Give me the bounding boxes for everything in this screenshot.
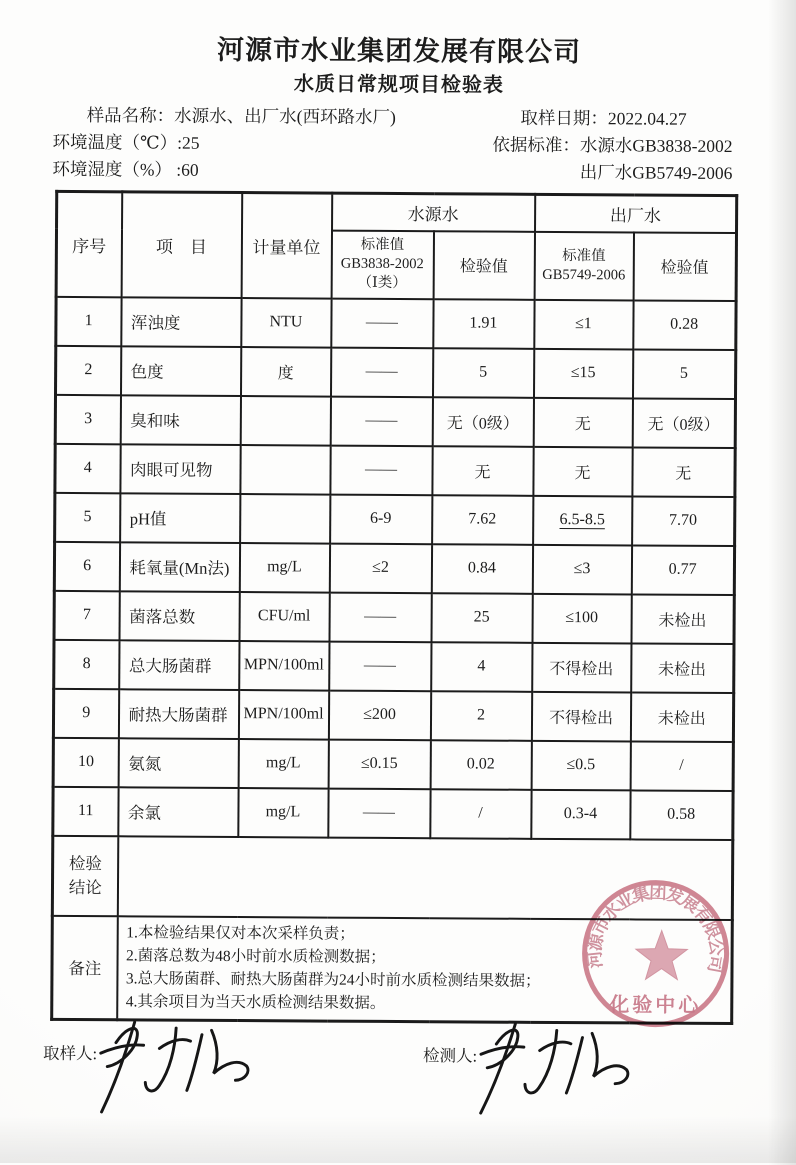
cell-factory-standard: 无	[533, 446, 632, 496]
cell-item: 菌落总数	[119, 591, 239, 641]
cell-factory-value: 无（0级）	[632, 398, 735, 448]
cell-factory-value: /	[630, 741, 733, 791]
table-row	[56, 345, 736, 398]
cell-no: 4	[55, 443, 120, 492]
cell-source-standard: ——	[331, 347, 433, 397]
cell-source-value: 无	[432, 446, 533, 496]
cell-factory-standard: ≤0.5	[531, 740, 630, 790]
cell-item: 浑浊度	[121, 297, 241, 347]
cell-item: 耗氧量(Mn法)	[119, 542, 239, 592]
cell-item: 臭和味	[120, 395, 240, 445]
cell-source-value: 0.84	[431, 544, 532, 594]
cell-factory-standard: ≤1	[534, 299, 633, 349]
cell-item: 肉眼可见物	[120, 444, 240, 494]
col-header-item: 项 目	[121, 192, 242, 298]
tester-label: 检测人:	[422, 1046, 478, 1066]
cell-no: 10	[53, 737, 118, 786]
inspection-table	[50, 190, 738, 1025]
cell-no: 1	[56, 296, 121, 345]
signature-row	[42, 1036, 743, 1066]
cell-item: 氨氮	[118, 738, 238, 788]
col-header-source-value: 检验值	[433, 231, 534, 300]
cell-no: 7	[54, 590, 119, 639]
cell-source-standard: ≤2	[329, 543, 431, 593]
table-row	[53, 688, 733, 741]
sampler-label: 取样人:	[42, 1043, 98, 1064]
cell-factory-standard: ≤15	[533, 348, 632, 398]
col-group-source-water: 水源水	[332, 193, 535, 231]
cell-source-value: 5	[432, 348, 533, 398]
col-header-factory-standard: 标准值 GB5749-2006	[534, 231, 633, 300]
cell-source-value: 1.91	[433, 299, 534, 349]
table-row	[54, 541, 734, 594]
table-row	[55, 492, 735, 545]
col-header-unit: 计量单位	[241, 193, 332, 299]
cell-no: 8	[54, 639, 119, 688]
cell-unit	[240, 494, 330, 544]
cell-source-standard: ——	[331, 298, 433, 348]
table-row	[53, 737, 733, 790]
cell-factory-standard: 无	[533, 397, 632, 447]
cell-factory-value: 0.58	[630, 790, 733, 840]
cell-unit: CFU/ml	[239, 592, 329, 642]
cell-source-value: 7.62	[432, 495, 533, 545]
cell-source-standard: ——	[328, 788, 430, 838]
remark-line: 2.菌落总数为48小时前水质检测数据；	[126, 947, 386, 967]
cell-source-standard: ≤200	[328, 690, 430, 740]
cell-item: 色度	[121, 346, 241, 396]
cell-factory-standard: 不得检出	[531, 691, 630, 741]
cell-factory-value: 7.70	[632, 496, 735, 546]
basis-standard-factory: 出厂水GB5749-2006	[579, 162, 733, 184]
cell-unit	[240, 396, 330, 446]
cell-unit: MPN/100ml	[239, 641, 329, 691]
col-header-no: 序号	[56, 191, 122, 296]
cell-factory-value: 无	[632, 447, 735, 497]
col-group-factory-water: 出厂水	[535, 194, 737, 232]
sampling-date: 取样日期：2022.04.27	[520, 107, 687, 129]
cell-unit: mg/L	[238, 788, 328, 838]
cell-source-value: 2	[430, 691, 531, 741]
sample-name: 样品名称：水源水、出厂水(西环路水厂)	[86, 105, 396, 127]
cell-item: 余氯	[118, 787, 238, 837]
cell-no: 6	[54, 541, 119, 590]
cell-source-standard: ——	[330, 396, 432, 446]
cell-source-standard: ——	[329, 641, 431, 691]
remark-line: 4.其余项目为当天水质检测结果数据。	[125, 993, 386, 1013]
cell-unit: mg/L	[239, 543, 329, 593]
cell-no: 11	[53, 786, 118, 835]
remarks-list	[126, 922, 723, 1018]
conclusion-label: 检验 结论	[52, 835, 117, 915]
col-header-source-standard: 标准值 GB3838-2002 （Ⅰ类）	[331, 230, 433, 299]
cell-unit: mg/L	[238, 739, 328, 789]
cell-item: pH值	[120, 493, 240, 543]
table-row	[56, 296, 736, 349]
cell-factory-standard: 0.3-4	[531, 789, 630, 839]
company-name: 河源市水业集团发展有限公司	[217, 34, 582, 68]
cell-unit: MPN/100ml	[238, 690, 328, 740]
cell-no: 5	[55, 492, 120, 541]
basis-standard-source: 依据标准：水源水GB3838-2002	[492, 134, 733, 157]
cell-source-value: 无（0级）	[432, 397, 533, 447]
conclusion-row	[52, 835, 732, 919]
cell-source-value: 0.02	[430, 740, 531, 790]
env-temperature: 环境温度（℃）:25	[52, 131, 200, 153]
col-header-factory-value: 检验值	[633, 232, 736, 301]
cell-factory-standard: 6.5-8.5	[533, 495, 632, 545]
cell-factory-standard: 不得检出	[532, 642, 631, 692]
remarks-row	[52, 915, 733, 1023]
cell-no: 2	[56, 345, 121, 394]
remark-line: 3.总大肠菌群、耐热大肠菌群为24小时前水质检测结果数据；	[125, 970, 541, 991]
cell-source-value: /	[430, 789, 531, 839]
cell-factory-standard: ≤100	[532, 593, 631, 643]
cell-item: 总大肠菌群	[119, 640, 239, 690]
seal-center-text: 化验中心	[609, 994, 702, 1017]
cell-factory-value: 未检出	[630, 692, 733, 742]
cell-no: 9	[53, 688, 118, 737]
table-row	[54, 639, 734, 692]
table-row	[55, 443, 735, 496]
form-title: 水质日常规项目检验表	[293, 73, 504, 97]
tester-signature	[466, 1015, 637, 1118]
table-row	[53, 786, 733, 839]
table-row	[55, 394, 735, 447]
cell-factory-value: 未检出	[631, 594, 734, 644]
cell-source-standard: ——	[329, 592, 431, 642]
cell-unit: 度	[241, 347, 331, 397]
env-humidity: 环境湿度（%） :60	[52, 158, 199, 180]
seal-ring-text: 河源市水业集团发展有限公司	[584, 882, 728, 975]
cell-factory-value: 0.28	[633, 300, 736, 350]
cell-factory-standard: ≤3	[532, 544, 631, 594]
remarks-cell	[117, 916, 733, 1024]
cell-factory-value: 未检出	[631, 643, 734, 693]
cell-source-standard: ≤0.15	[328, 739, 430, 789]
cell-source-value: 4	[431, 642, 532, 692]
sampler-signature	[85, 1011, 257, 1117]
table-body	[53, 296, 736, 839]
remark-line: 1.本检验结果仅对本次采样负责；	[126, 924, 355, 943]
conclusion-value	[117, 836, 732, 920]
table-row	[54, 590, 734, 643]
cell-source-standard: ——	[330, 445, 432, 495]
cell-source-standard: 6-9	[330, 494, 432, 544]
cell-source-value: 25	[431, 593, 532, 643]
cell-unit	[240, 445, 330, 495]
cell-item: 耐热大肠菌群	[118, 689, 238, 739]
cell-factory-value: 5	[632, 349, 735, 399]
cell-no: 3	[55, 394, 120, 443]
cell-unit: NTU	[241, 298, 331, 348]
cell-factory-value: 0.77	[631, 545, 734, 595]
remarks-label: 备注	[52, 915, 118, 1019]
form-meta	[52, 102, 732, 187]
